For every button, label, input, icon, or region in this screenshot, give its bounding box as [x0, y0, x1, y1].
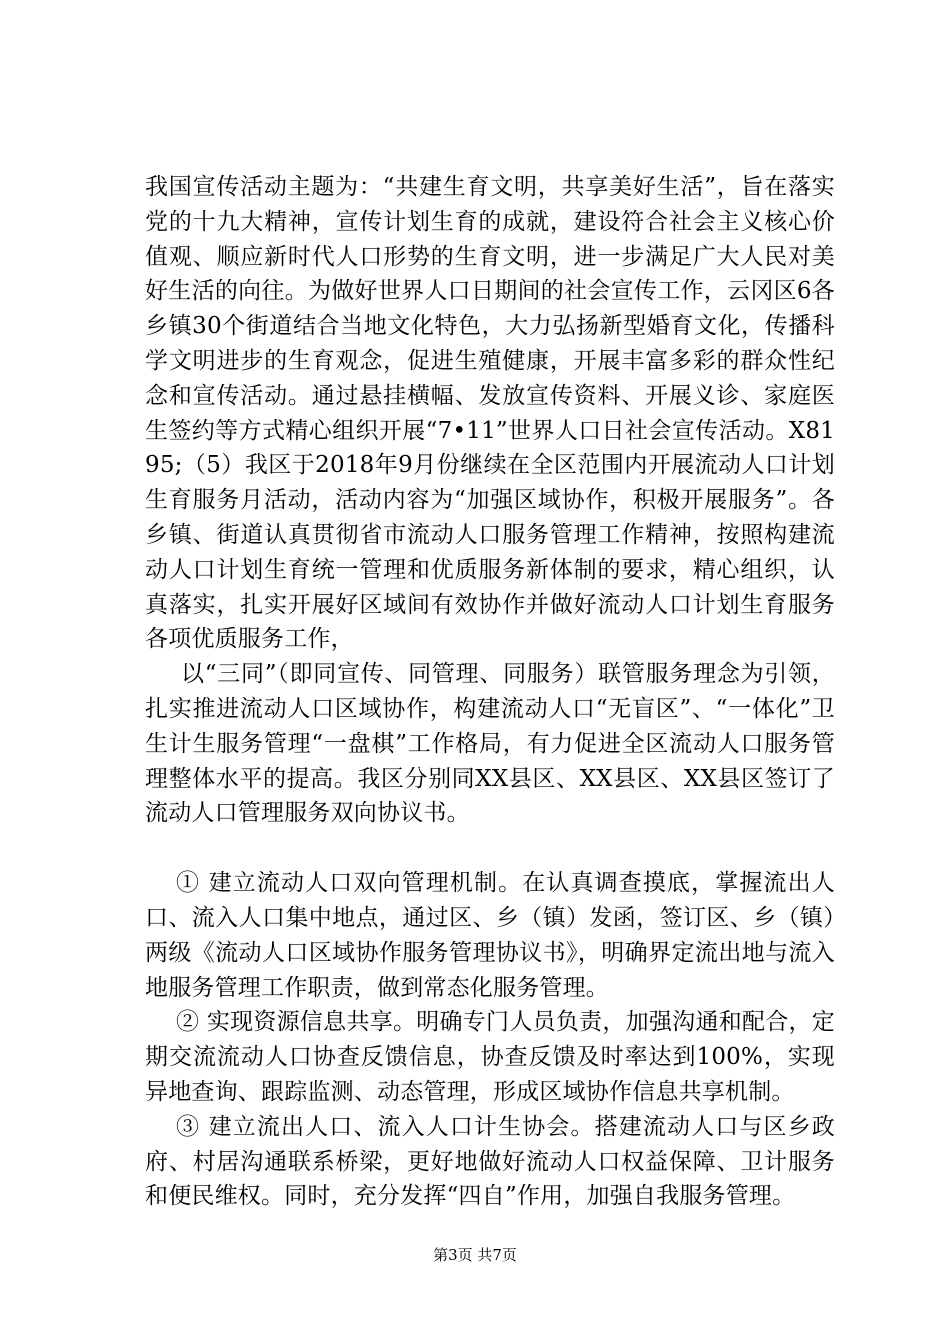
- paragraph-gap: [145, 831, 835, 866]
- paragraph-three-same-concept: 以“三同”（即同宣传、同管理、同服务）联管服务理念为引领，扎实推进流动人口区域协作，构建流动人口“无盲区”、“一体化”卫生计生服务管理“一盘棋”工作格局，有力促进全区流动人口服务管理整体水平的提高。我区分别同XX县区、XX县区、XX县区签订了流动人口管理服务双向协议书。: [145, 661, 835, 827]
- page-number-label: 第3页 共7页: [433, 1246, 517, 1264]
- page-footer: [0, 1245, 950, 1265]
- paragraph-item-2: ② 实现资源信息共享。明确专门人员负责，加强沟通和配合，定期交流流动人口协查反馈信息，协查反馈及时率达到100%，实现异地查询、跟踪监测、动态管理，形成区域协作信息共享机制。: [145, 1009, 835, 1105]
- document-body: [145, 170, 835, 1214]
- paragraph-publicity-activities: 我国宣传活动主题为：“共建生育文明，共享美好生活”，旨在落实党的十九大精神，宣传计划生育的成就，建设符合社会主义核心价值观、顺应新时代人口形势的生育文明，进一步满足广大人民对美好生活的向往。为做好世界人口日期间的社会宣传工作，云冈区6各乡镇30个街道结合当地文化特色，大力弘扬新型婚育文化，传播科学文明进步的生育观念，促进生殖健康，开展丰富多彩的群众性纪念和宣传活动。通过悬挂横幅、发放宣传资料、开展义诊、家庭医生签约等方式精心组织开展“7•11”世界人口日社会宣传活动。X8195;（5）我区于2018年9月份继续在全区范围内开展流动人口计划生育服务月活动，活动内容为“加强区域协作，积极开展服务”。各乡镇、街道认真贯彻省市流动人口服务管理工作精神，按照构建流动人口计划生育统一管理和优质服务新体制的要求，精心组织，认真落实，扎实开展好区域间有效协作并做好流动人口计划生育服务各项优质服务工作，: [145, 174, 835, 653]
- paragraph-item-3: ③ 建立流出人口、流入人口计生协会。搭建流动人口与区乡政府、村居沟通联系桥梁，更好地做好流动人口权益保障、卫计服务和便民维权。同时，充分发挥“四自”作用，加强自我服务管理。: [145, 1113, 835, 1210]
- paragraph-item-1: ① 建立流动人口双向管理机制。在认真调查摸底，掌握流出人口、流入人口集中地点，通过区、乡（镇）发函，签订区、乡（镇）两级《流动人口区域协作服务管理协议书》，明确界定流出地与流入地服务管理工作职责，做到常态化服务管理。: [145, 870, 835, 1001]
